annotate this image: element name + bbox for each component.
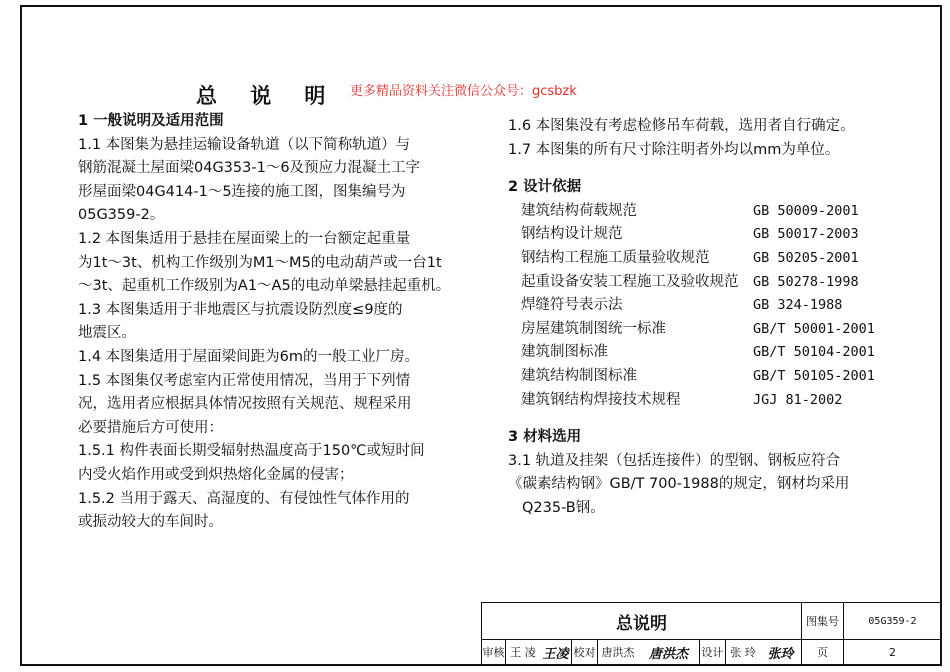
reviewer-name: 王 凌 xyxy=(510,646,536,659)
checker-signature: 唐洪杰 xyxy=(638,639,700,665)
review-label: 审核 xyxy=(482,639,506,665)
paragraph-line: 《碳素结构钢》GB/T 700-1988的规定，钢材均采用 xyxy=(508,476,850,493)
standard-name: 建筑结构荷载规范 xyxy=(521,202,637,219)
standard-row xyxy=(508,318,928,342)
paragraph-line: 1.4 本图集适用于屋面梁间距为6m的一般工业厂房。 xyxy=(78,348,420,365)
paragraph-line: 内受火焰作用或受到炽热熔化金属的侵害； xyxy=(78,466,354,483)
standard-name: 钢结构工程施工质量验收规范 xyxy=(521,249,710,266)
paragraph-line: 1.1 本图集为悬挂运输设备轨道（以下简称轨道）与 xyxy=(78,136,411,153)
paragraph-line: 形屋面梁04G414-1～5连接的施工图，图集编号为 xyxy=(78,183,406,200)
standard-code: GB 50009-2001 xyxy=(753,202,859,219)
standard-code: GB 324-1988 xyxy=(753,297,843,314)
standard-code: GB 50017-2003 xyxy=(753,226,859,243)
section-heading: 1 一般说明及适用范围 xyxy=(78,113,224,129)
paragraph-line: 况，选用者应根据具体情况按照有关规范、规程采用 xyxy=(78,396,412,413)
materials-heading: 3 材料选用 xyxy=(508,429,582,446)
paragraph-line: 1.5 本图集仅考虑室内正常使用情况，当用于下列情 xyxy=(78,372,411,389)
general-notes-continued xyxy=(508,115,928,162)
standard-code: GB 50278-1998 xyxy=(753,273,859,290)
check-label: 校对 xyxy=(572,639,598,665)
left-column xyxy=(78,110,478,535)
paragraph-line: 钢筋混凝土屋面梁04G353-1～6及预应力混凝土工字 xyxy=(78,160,421,177)
designer-signature: 张玲 xyxy=(760,639,802,665)
paragraph-line: 1.7 本图集的所有尺寸除注明者外均以mm为单位。 xyxy=(508,141,840,158)
standard-code: JGJ 81-2002 xyxy=(753,391,843,408)
paragraph-line: 为1t～3t、机构工作级别为M1～M5的电动葫芦或一台1t xyxy=(78,254,442,271)
paragraph-line: 1.3 本图集适用于非地震区与抗震设防烈度≤9度的 xyxy=(78,301,403,318)
standard-row xyxy=(508,341,928,365)
page-label: 页 xyxy=(802,639,844,665)
reviewer-signature: 王凌 xyxy=(540,639,572,665)
right-column xyxy=(508,115,928,521)
paragraph-line: 1.2 本图集适用于悬挂在屋面梁上的一台额定起重量 xyxy=(78,230,411,247)
materials-text xyxy=(508,450,928,521)
paragraph-line: ～3t、起重机工作级别为A1～A5的电动单梁悬挂起重机。 xyxy=(78,278,451,295)
paragraph-line: 1.5.2 当用于露天、高湿度的、有侵蚀性气体作用的 xyxy=(78,490,410,507)
paragraph-line: 地震区。 xyxy=(78,325,136,342)
standards-list xyxy=(508,200,928,412)
paragraph-line: Q235-B钢。 xyxy=(522,499,605,516)
paragraph-line: 1.5.1 构件表面长期受辐射热温度高于150℃或短时间 xyxy=(78,443,425,460)
standard-name: 建筑制图标准 xyxy=(521,344,608,361)
page-title: 总 说 明 xyxy=(196,84,329,108)
standard-code: GB/T 50104-2001 xyxy=(753,344,875,361)
standard-code: GB 50205-2001 xyxy=(753,249,859,266)
standard-row xyxy=(508,294,928,318)
standard-row xyxy=(508,200,928,224)
drawing-name: 总说明 xyxy=(482,603,802,639)
paragraph-line: 1.6 本图集没有考虑检修吊车荷载，选用者自行确定。 xyxy=(508,118,855,134)
standard-name: 钢结构设计规范 xyxy=(521,226,623,243)
standard-row xyxy=(508,223,928,247)
page-number: 2 xyxy=(889,645,896,659)
standard-code: GB/T 50105-2001 xyxy=(753,367,875,384)
standard-name: 房屋建筑制图统一标准 xyxy=(521,320,666,337)
standard-code: GB/T 50001-2001 xyxy=(753,320,875,337)
title-block xyxy=(481,602,942,666)
atlas-number: 05G359-2 xyxy=(868,615,917,627)
standard-row xyxy=(508,271,928,295)
design-basis-heading: 2 设计依据 xyxy=(508,179,582,196)
checker-name: 唐洪杰 xyxy=(601,646,635,659)
atlas-number-label: 图集号 xyxy=(802,603,844,639)
paragraph-line: 05G359-2。 xyxy=(78,207,165,224)
standard-name: 焊缝符号表示法 xyxy=(521,297,623,314)
standard-name: 起重设备安装工程施工及验收规范 xyxy=(521,273,739,290)
standard-row xyxy=(508,247,928,271)
design-label: 设计 xyxy=(700,639,726,665)
watermark-text: 更多精品资料关注微信公众号：gcsbzk xyxy=(350,84,577,99)
paragraph-line: 3.1 轨道及挂架（包括连接件）的型钢、钢板应符合 xyxy=(508,452,841,469)
paragraph-line: 必要措施后方可使用： xyxy=(78,419,223,436)
standard-row xyxy=(508,365,928,389)
designer-name: 张 玲 xyxy=(730,646,756,659)
paragraph-line: 或振动较大的车间时。 xyxy=(78,514,223,531)
standard-name: 建筑结构制图标准 xyxy=(521,367,637,384)
standard-row xyxy=(508,389,928,413)
standard-name: 建筑钢结构焊接技术规程 xyxy=(521,391,681,408)
